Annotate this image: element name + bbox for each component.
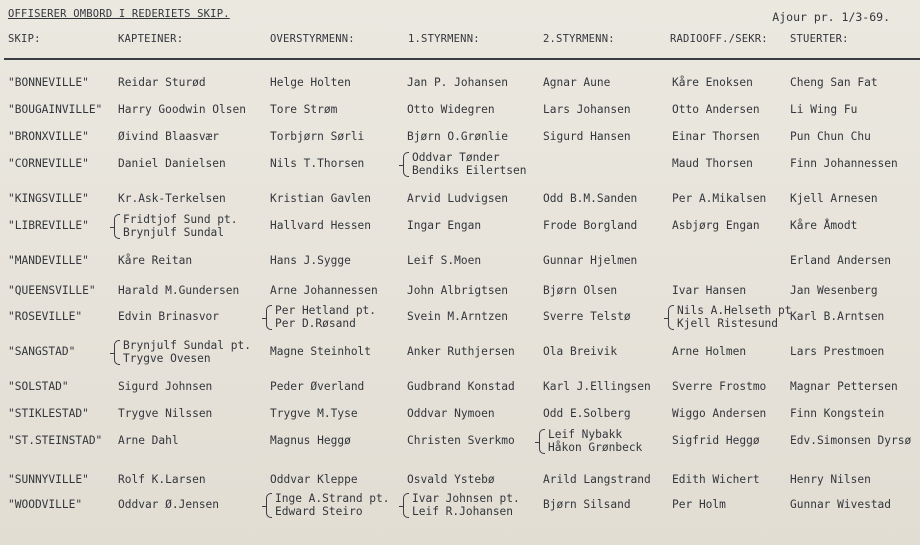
cell-styrmann-1 [407,103,495,116]
cell-stuert [790,219,857,232]
cell-ship-name [8,157,89,170]
cell-line: Sverre Telstø [543,310,631,323]
cell-overstyrmann [270,284,378,297]
cell-overstyrmann [270,254,351,267]
cell-styrmann-1 [407,310,508,323]
cell-line: "SUNNYVILLE" [8,473,89,486]
cell-stuert [790,407,884,420]
header-skip: SKIP: [8,33,41,45]
cell-line: Per Holm [672,498,726,511]
cell-line: Daniel Danielsen [118,157,226,170]
cell-line: "ST.STEINSTAD" [8,434,103,447]
cell-kaptein [118,434,179,447]
cell-styrmann-2 [543,310,631,323]
cell-overstyrmann [270,345,371,358]
cell-line: Einar Thorsen [672,130,760,143]
cell-line: Leif R.Johansen [412,505,514,518]
cell-line: Torbjørn Sørli [270,130,365,143]
cell-styrmann-1 [412,151,527,177]
cell-line: Trygve Ovesen [123,352,211,365]
cell-kaptein [118,498,219,511]
cell-overstyrmann [270,130,364,143]
cell-line: Finn Kongstein [790,407,885,420]
cell-line: Brynjulf Sundal pt. [123,339,251,352]
cell-line: Oddvar Nymoen [407,407,495,420]
cell-kaptein [118,254,192,267]
document-date: Ajour pr. 1/3-69. [772,10,890,24]
cell-line: "STIKLESTAD" [8,407,89,420]
cell-styrmann-1 [407,219,481,232]
cell-line: "ROSEVILLE" [8,310,83,323]
cell-line: Per A.Mikalsen [672,192,767,205]
cell-line: Jan Wesenberg [790,284,878,297]
cell-kaptein [123,339,251,365]
cell-line: Asbjørg Engan [672,219,760,232]
cell-ship-name [8,434,102,447]
cell-styrmann-2 [543,130,631,143]
cell-line: Kr.Ask-Terkelsen [118,192,226,205]
cell-line: Peder Øverland [270,380,365,393]
cell-kaptein [118,473,206,486]
cell-styrmann-1 [407,380,515,393]
cell-radiooff [672,284,746,297]
cell-styrmann-1 [407,345,515,358]
cell-kaptein [118,76,206,89]
cell-styrmann-2 [543,192,637,205]
header-radiooff: RADIOOFF./SEKR: [670,33,768,45]
cell-styrmann-2 [543,219,637,232]
cell-line: Kjell Ristesund [677,317,779,330]
cell-line: Arne Holmen [672,345,747,358]
cell-kaptein [123,213,238,239]
cell-stuert [790,254,891,267]
cell-line: Otto Andersen [672,103,760,116]
brace-mark [403,152,409,177]
cell-ship-name [8,310,82,323]
cell-overstyrmann [275,304,376,330]
cell-overstyrmann [270,434,351,447]
cell-line: Sigfrid Heggø [672,434,760,447]
cell-radiooff [672,473,760,486]
cell-line: Harry Goodwin Olsen [118,103,246,116]
cell-kaptein [118,310,219,323]
cell-line: Harald M.Gundersen [118,284,240,297]
cell-line: Arild Langstrand [543,473,651,486]
cell-line: Fridtjof Sund pt. [123,213,238,226]
brace-mark [266,305,272,330]
cell-overstyrmann [270,192,371,205]
cell-radiooff [672,407,766,420]
cell-styrmann-1 [407,284,508,297]
cell-styrmann-1 [407,254,481,267]
cell-line: Gudbrand Konstad [407,380,515,393]
cell-styrmann-1 [407,192,508,205]
cell-line: "CORNEVILLE" [8,157,89,170]
cell-line: Sigurd Johnsen [118,380,213,393]
cell-radiooff [672,130,760,143]
cell-stuert [790,473,871,486]
cell-line: Christen Sverkmo [407,434,515,447]
cell-line: Edv.Simonsen Dyrsø [790,434,912,447]
cell-line: Kåre Reitan [118,254,193,267]
cell-line: Oddvar Tønder [412,151,500,164]
brace-mark [114,340,120,365]
cell-ship-name [8,407,89,420]
cell-line: Frode Borgland [543,219,638,232]
cell-stuert [790,380,898,393]
cell-line: "QUEENSVILLE" [8,284,96,297]
cell-line: "SANGSTAD" [8,345,76,358]
cell-line: "SOLSTAD" [8,380,69,393]
cell-line: Maud Thorsen [672,157,753,170]
cell-styrmann-2 [543,407,631,420]
cell-ship-name [8,284,96,297]
cell-kaptein [118,284,239,297]
cell-line: Bjørn Olsen [543,284,618,297]
cell-styrmann-1 [412,492,520,518]
cell-line: Edvin Brinasvor [118,310,220,323]
cell-line: Gunnar Hjelmen [543,254,638,267]
cell-line: Oddvar Ø.Jensen [118,498,220,511]
brace-mark [403,493,409,518]
cell-styrmann-1 [407,407,495,420]
cell-ship-name [8,219,89,232]
cell-radiooff [672,219,760,232]
cell-line: Anker Ruthjersen [407,345,515,358]
cell-line: Reidar Sturød [118,76,206,89]
cell-overstyrmann [270,407,358,420]
cell-line: Ivar Hansen [672,284,747,297]
cell-stuert [790,130,871,143]
cell-line: Magnus Heggø [270,434,351,447]
header-stuerter: STUERTER: [790,33,849,45]
brace-mark [266,493,272,518]
cell-ship-name [8,254,89,267]
header-1-styrmenn: 1.STYRMENN: [408,33,480,45]
cell-styrmann-1 [407,473,495,486]
cell-line: Bendiks Eilertsen [412,164,527,177]
cell-line: "BONNEVILLE" [8,76,89,89]
cell-ship-name [8,345,75,358]
cell-line: Magnar Pettersen [790,380,898,393]
cell-line: Arne Dahl [118,434,179,447]
header-divider [4,58,920,60]
cell-line: Ingar Engan [407,219,482,232]
cell-line: "BRONXVILLE" [8,130,89,143]
cell-line: Oddvar Kleppe [270,473,358,486]
cell-line: Kåre Enoksen [672,76,753,89]
cell-radiooff [672,434,760,447]
cell-line: Odd B.M.Sanden [543,192,638,205]
cell-overstyrmann [270,473,358,486]
cell-styrmann-2 [543,498,631,511]
cell-ship-name [8,130,89,143]
cell-line: Øivind Blaasvær [118,130,220,143]
cell-line: "BOUGAINVILLE" [8,103,103,116]
cell-line: Odd E.Solberg [543,407,631,420]
cell-line: Agnar Aune [543,76,611,89]
cell-styrmann-2 [543,103,631,116]
cell-line: Leif S.Moen [407,254,482,267]
cell-line: Lars Prestmoen [790,345,885,358]
header-overstyrmenn: OVERSTYRMENN: [270,33,355,45]
cell-line: Ivar Johnsen pt. [412,492,520,505]
cell-line: Svein M.Arntzen [407,310,509,323]
cell-stuert [790,157,898,170]
cell-ship-name [8,103,102,116]
cell-ship-name [8,76,89,89]
brace-mark [114,214,120,239]
cell-line: Inge A.Strand pt. [275,492,390,505]
cell-styrmann-1 [407,76,508,89]
cell-line: Sigurd Hansen [543,130,631,143]
cell-stuert [790,284,878,297]
cell-line: Leif Nybakk [548,428,623,441]
cell-line: Trygve M.Tyse [270,407,358,420]
cell-line: Per Hetland pt. [275,304,377,317]
cell-ship-name [8,498,82,511]
header-2-styrmenn: 2.STYRMENN: [543,33,615,45]
cell-styrmann-2 [543,284,617,297]
cell-line: Osvald Ystebø [407,473,495,486]
cell-ship-name [8,192,89,205]
cell-line: Finn Johannessen [790,157,898,170]
cell-line: "KINGSVILLE" [8,192,89,205]
cell-line: Karl B.Arntsen [790,310,885,323]
cell-stuert [790,310,884,323]
cell-styrmann-2 [548,428,642,454]
document-title: OFFISERER OMBORD I REDERIETS SKIP. [8,8,230,20]
cell-line: Erland Andersen [790,254,892,267]
cell-radiooff [672,498,726,511]
cell-stuert [790,345,884,358]
cell-line: Per D.Røsand [275,317,356,330]
cell-line: Henry Nilsen [790,473,871,486]
cell-line: "WOODVILLE" [8,498,83,511]
cell-overstyrmann [270,380,364,393]
cell-line: "MANDEVILLE" [8,254,89,267]
cell-line: "LIBREVILLE" [8,219,89,232]
cell-styrmann-1 [407,130,508,143]
cell-line: Otto Widegren [407,103,495,116]
cell-line: Edith Wichert [672,473,760,486]
cell-line: Nils T.Thorsen [270,157,365,170]
cell-line: John Albrigtsen [407,284,509,297]
cell-line: Arne Johannessen [270,284,378,297]
cell-line: Håkon Grønbeck [548,441,643,454]
cell-line: Li Wing Fu [790,103,858,116]
cell-radiooff [672,103,760,116]
cell-stuert [790,103,857,116]
cell-line: Gunnar Wivestad [790,498,892,511]
cell-styrmann-2 [543,473,651,486]
cell-line: Nils A.Helseth pt [677,304,792,317]
cell-styrmann-1 [407,434,515,447]
cell-stuert [790,434,911,447]
cell-overstyrmann [270,157,364,170]
cell-line: Trygve Nilssen [118,407,213,420]
cell-stuert [790,498,891,511]
cell-line: Kåre Åmodt [790,219,858,232]
brace-mark [539,429,545,454]
cell-overstyrmann [270,219,371,232]
cell-line: Bjørn O.Grønlie [407,130,509,143]
cell-kaptein [118,380,212,393]
cell-line: Jan P. Johansen [407,76,509,89]
cell-ship-name [8,473,89,486]
cell-kaptein [118,130,219,143]
cell-ship-name [8,380,69,393]
cell-line: Pun Chun Chu [790,130,871,143]
cell-styrmann-2 [543,254,637,267]
cell-radiooff [672,192,766,205]
cell-line: Magne Steinholt [270,345,372,358]
cell-radiooff [672,157,753,170]
cell-kaptein [118,157,226,170]
cell-line: Kjell Arnesen [790,192,878,205]
cell-line: Sverre Frostmo [672,380,767,393]
cell-kaptein [118,407,212,420]
cell-radiooff [672,345,746,358]
cell-line: Helge Holten [270,76,351,89]
cell-line: Tore Strøm [270,103,338,116]
cell-line: Cheng San Fat [790,76,878,89]
cell-stuert [790,76,878,89]
cell-styrmann-2 [543,76,610,89]
cell-radiooff [672,76,753,89]
cell-line: Lars Johansen [543,103,631,116]
cell-line: Hallvard Hessen [270,219,372,232]
cell-line: Wiggo Andersen [672,407,767,420]
cell-line: Ola Breivik [543,345,618,358]
header-kapteiner: KAPTEINER: [118,33,184,45]
cell-line: Kristian Gavlen [270,192,372,205]
cell-styrmann-2 [543,345,617,358]
cell-radiooff [672,380,766,393]
cell-line: Edward Steiro [275,505,363,518]
cell-line: Brynjulf Sundal [123,226,225,239]
cell-line: Karl J.Ellingsen [543,380,651,393]
brace-mark [668,305,674,330]
cell-radiooff [677,304,792,330]
cell-styrmann-2 [543,380,651,393]
cell-line: Rolf K.Larsen [118,473,206,486]
cell-line: Hans J.Sygge [270,254,351,267]
cell-kaptein [118,103,246,116]
cell-line: Arvid Ludvigsen [407,192,509,205]
cell-overstyrmann [270,103,337,116]
cell-stuert [790,192,878,205]
cell-kaptein [118,192,226,205]
cell-line: Bjørn Silsand [543,498,631,511]
cell-overstyrmann [270,76,351,89]
cell-overstyrmann [275,492,390,518]
